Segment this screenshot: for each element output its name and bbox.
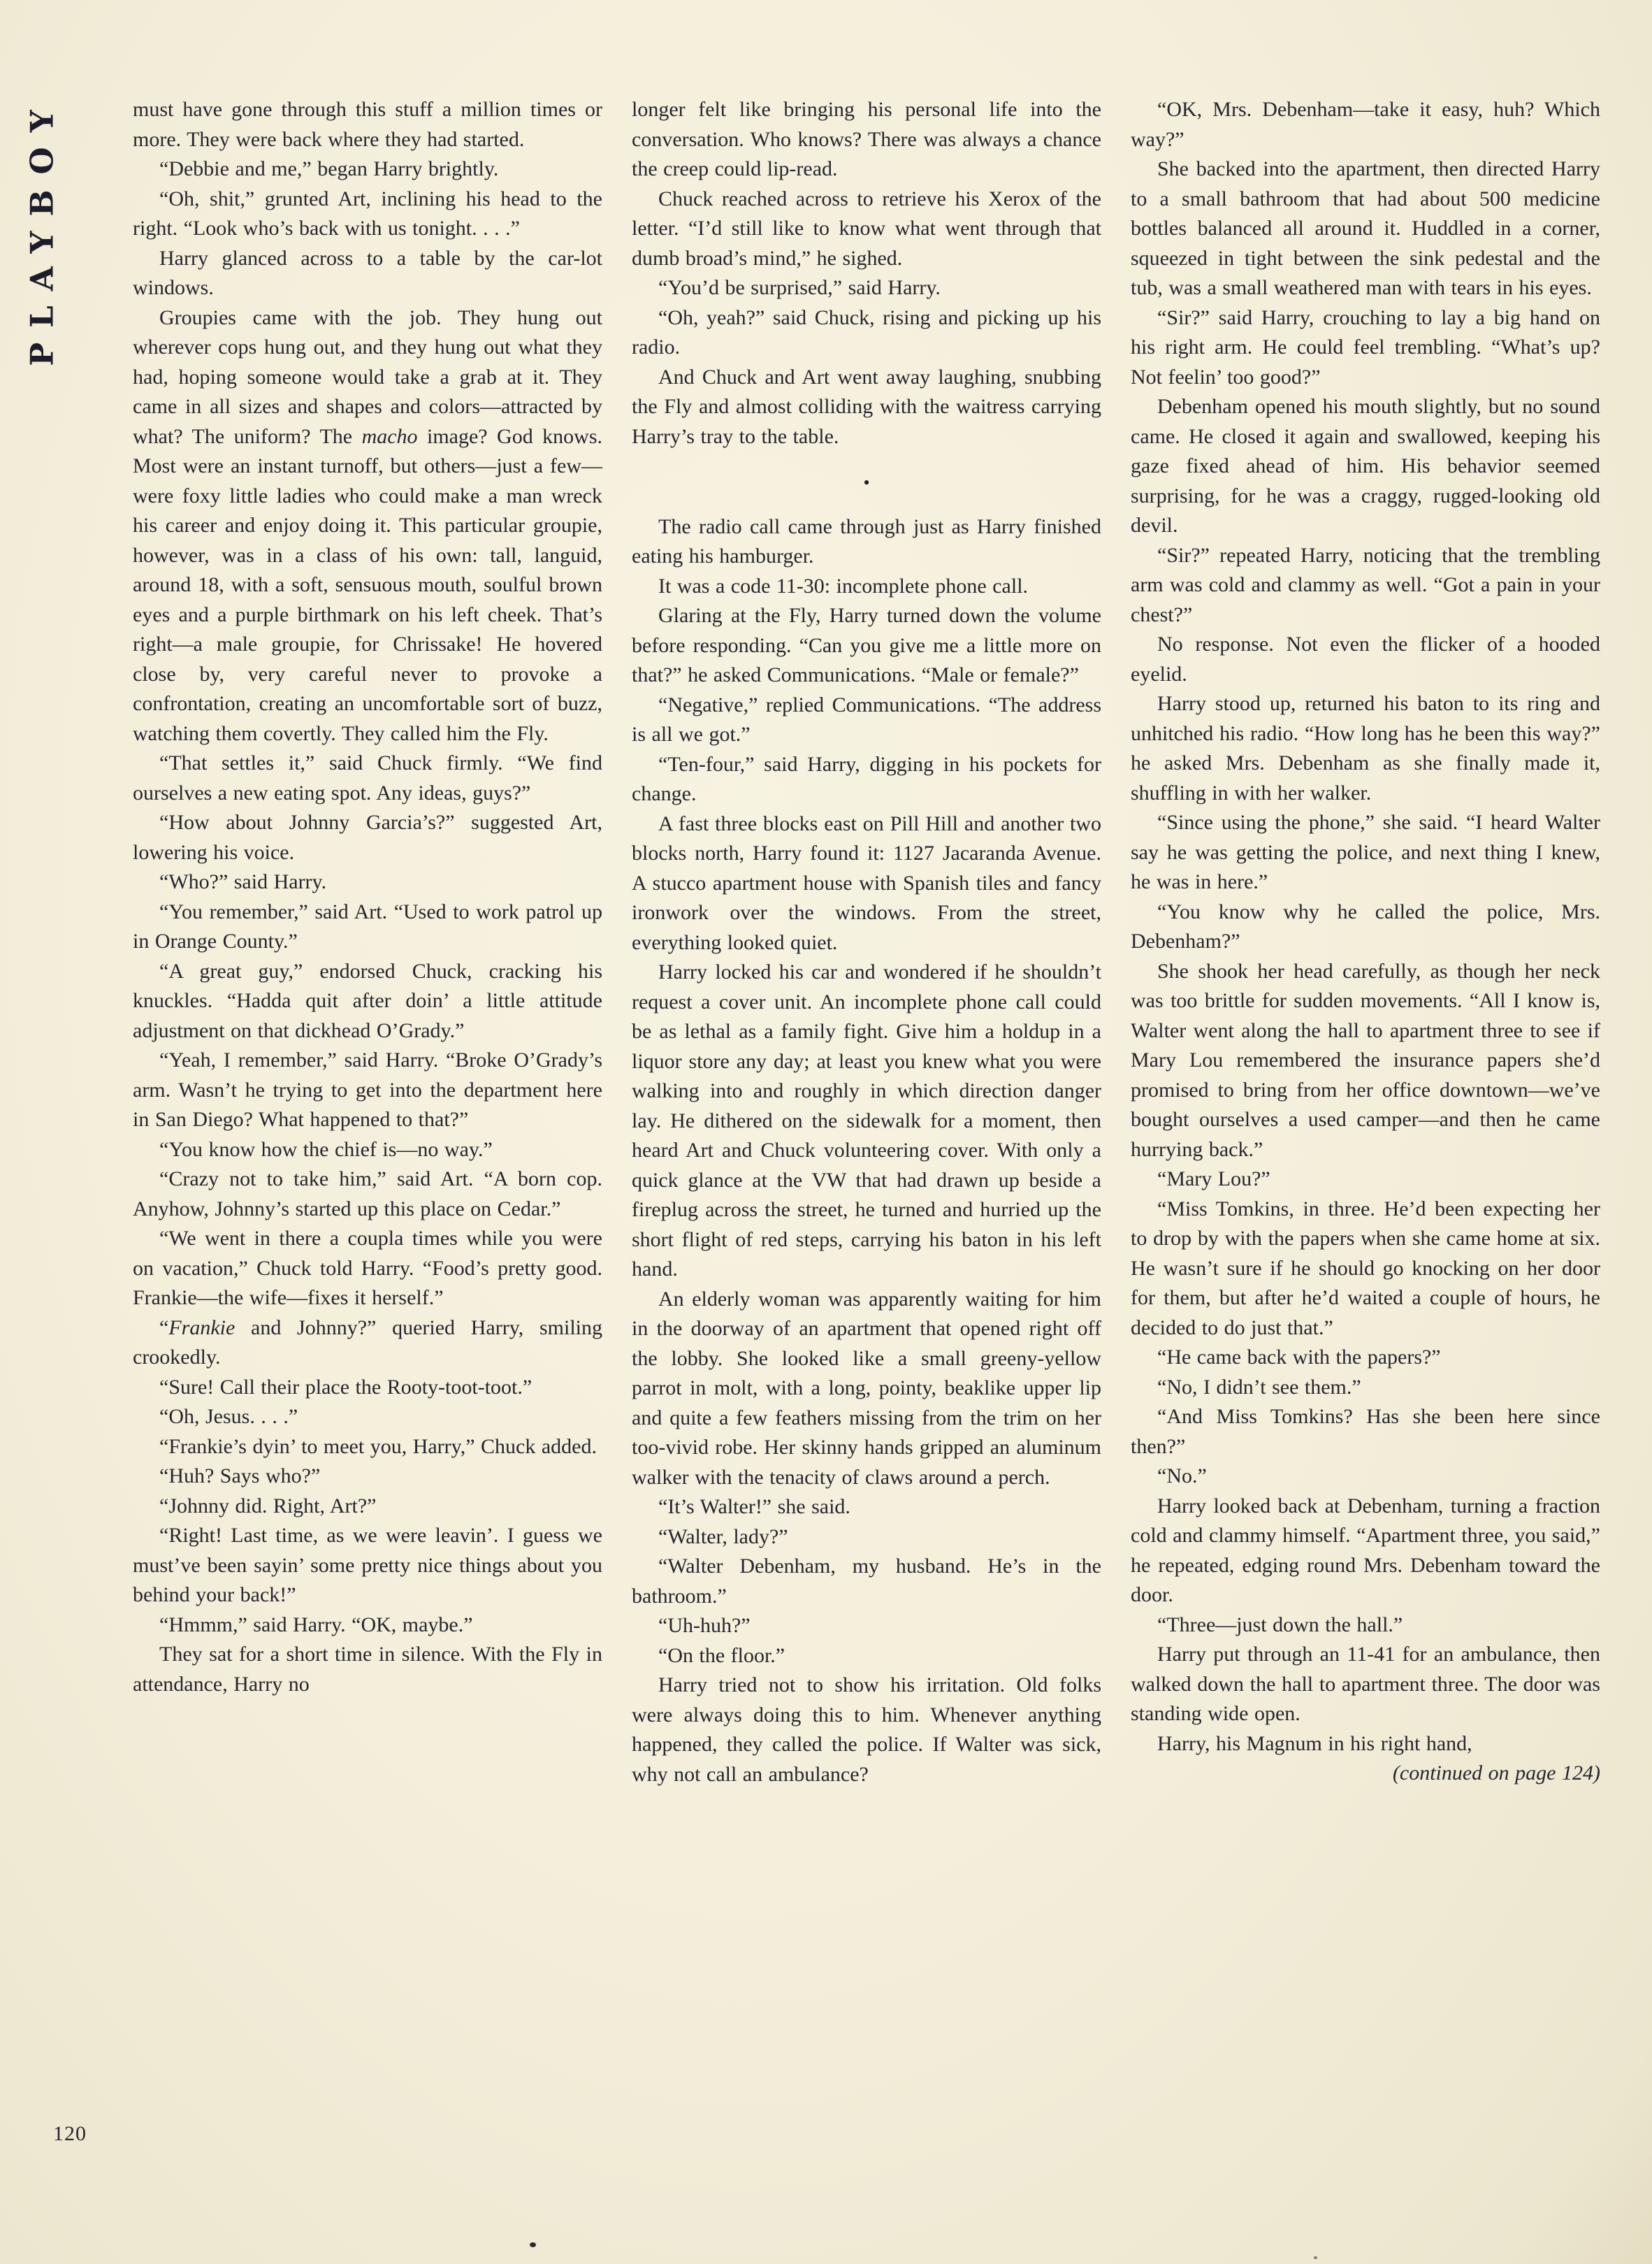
paper-speck <box>530 2242 536 2247</box>
paragraph: “Since using the phone,” she said. “I heard Walter say he was getting the police, and next thing I knew, he was in here.” <box>1131 811 1600 893</box>
paragraph: She shook her head carefully, as though her neck was too brittle for sudden movements. “All I know is, Walter went along the hall to apartment three to see if Mary Lou remembered the insurance papers she’d promised to bring from her office downtown—we’ve bought ourselves a used camper—and then he came hurrying back.” <box>1131 959 1600 1161</box>
paragraph: “OK, Mrs. Debenham—take it easy, huh? Which way?” <box>1131 98 1600 151</box>
paragraph: Chuck reached across to retrieve his Xerox of the letter. “I’d still like to know what went through that dumb broad’s mind,” he sighed. <box>632 187 1101 270</box>
paragraph: must have gone through this stuff a million times or more. They were back where they had started. <box>133 98 602 151</box>
paragraph: “Crazy not to take him,” said Art. “A born cop. Anyhow, Johnny’s started up this place on Cedar.” <box>133 1167 602 1220</box>
paragraph: “A great guy,” endorsed Chuck, cracking his knuckles. “Hadda quit after doin’ a little attitude adjustment on that dickhead O’Grady.” <box>133 959 602 1042</box>
paper-speck <box>1314 2256 1317 2259</box>
paragraph: “That settles it,” said Chuck firmly. “We find ourselves a new eating spot. Any ideas, guys?” <box>133 751 602 805</box>
paragraph: “Who?” said Harry. <box>159 870 327 893</box>
paragraph: “How about Johnny Garcia’s?” suggested Art, lowering his voice. <box>133 811 602 864</box>
paragraph: “You know why he called the police, Mrs. Debenham?” <box>1131 900 1600 953</box>
paragraph: “Right! Last time, as we were leavin’. I guess we must’ve been sayin’ some pretty nice things about you behind your back!” <box>133 1524 602 1606</box>
paragraph: “We went in there a coupla times while you were on vacation,” Chuck told Harry. “Food’s pretty good. Frankie—the wife—fixes it herself.” <box>133 1227 602 1309</box>
paragraph: “It’s Walter!” she said. <box>658 1495 850 1518</box>
paragraph: “You know how the chief is—no way.” <box>159 1137 493 1161</box>
paragraph: “Yeah, I remember,” said Harry. “Broke O’Grady’s arm. Wasn’t he trying to get into the department here in San Diego? What happened to that?” <box>133 1048 602 1131</box>
paragraph: “Walter, lady?” <box>658 1524 788 1548</box>
paragraph: “Uh-huh?” <box>658 1614 751 1637</box>
paragraph: “Debbie and me,” began Harry brightly. <box>159 157 499 180</box>
paragraph: “And Miss Tomkins? Has she been here since then?” <box>1131 1405 1600 1458</box>
paragraph: She backed into the apartment, then directed Harry to a small bathroom that had about 500 medicine bottles balanced all around it. Huddled in a corner, squeezed in tight between the sink pedestal and the tub, was a small weathered man with tears in his eyes. <box>1131 157 1600 299</box>
page-number: 120 <box>53 2122 87 2145</box>
paragraph: “You remember,” said Art. “Used to work patrol up in Orange County.” <box>133 900 602 953</box>
paragraph: “No.” <box>1157 1464 1207 1487</box>
paragraph: They sat for a short time in silence. With the Fly in attendance, Harry no <box>133 1643 602 1696</box>
paragraph: “Huh? Says who?” <box>159 1464 321 1487</box>
column-2 <box>632 95 1101 1789</box>
paragraph: “Negative,” replied Communications. “The address is all we got.” <box>632 693 1101 746</box>
paragraph: Debenham opened his mouth slightly, but no sound came. He closed it again and swallowed, keeping his gaze fixed ahead of him. His behavior seemed surprising, for he was a craggy, rugged-looking old devil. <box>1131 395 1600 537</box>
paragraph: No response. Not even the flicker of a hooded eyelid. <box>1131 633 1600 686</box>
continuation-note: (continued on page 124) <box>1392 1761 1600 1784</box>
paragraph: longer felt like bringing his personal life into the conversation. Who knows? There was always a chance the creep could lip-read. <box>632 98 1101 180</box>
column-3 <box>1131 95 1600 1789</box>
paragraph: “Oh, shit,” grunted Art, inclining his head to the right. “Look who’s back with us tonight. . . .” <box>133 187 602 240</box>
paragraph: “He came back with the papers?” <box>1157 1346 1441 1369</box>
paragraph: “Frankie’s dyin’ to meet you, Harry,” Chuck added. <box>159 1434 597 1458</box>
paragraph: It was a code 11-30: incomplete phone call. <box>658 574 1029 598</box>
paragraph: “Ten-four,” said Harry, digging in his pockets for change. <box>632 752 1101 805</box>
paragraph: “On the floor.” <box>658 1643 785 1667</box>
paragraph: “No, I didn’t see them.” <box>1157 1375 1361 1399</box>
paragraph: Harry locked his car and wondered if he shouldn’t request a cover unit. An incomplete phone call could be as lethal as a family fight. Give him a holdup in a liquor store any day; at least you knew what you were walking into and roughly in which direction danger lay. He dithered on the sidewalk for a moment, then heard Art and Chuck volunteering cover. With only a quick glance at the VW that had drawn up beside a fireplug across the street, he turned and hurried up the short flight of red steps, carrying his baton in his left hand. <box>632 960 1101 1281</box>
paragraph: “Sure! Call their place the Rooty-toot-toot.” <box>159 1375 532 1399</box>
paragraph: Harry stood up, returned his baton to its ring and unhitched his radio. “How long has he been this way?” he asked Mrs. Debenham as she finally made it, shuffling in with her walker. <box>1131 692 1600 805</box>
playboy-masthead-vertical <box>8 96 75 365</box>
text-columns <box>133 95 1602 1789</box>
paragraph: “You’d be surprised,” said Harry. <box>658 276 941 299</box>
paragraph: The radio call came through just as Harry finished eating his hamburger. <box>632 514 1101 568</box>
paragraph: Harry put through an 11-41 for an ambulance, then walked down the hall to apartment three. The door was standing wide open. <box>1131 1643 1600 1725</box>
paragraph: Harry tried not to show his irritation. Old folks were always doing this to him. Whenever anything happened, they called the police. If Walter was sick, why not call an ambulance? <box>632 1673 1101 1786</box>
paragraph: A fast three blocks east on Pill Hill and another two blocks north, Harry found it: 1127 Jacaranda Avenue. A stucco apartment house with Spanish tiles and fancy ironwork over the windows. From the street, everything looked quiet. <box>632 812 1101 954</box>
paragraph: “Three—just down the hall.” <box>1157 1613 1403 1636</box>
paragraph: “Sir?” repeated Harry, noticing that the trembling arm was cold and clammy as well. “Got a pain in your chest?” <box>1131 543 1600 626</box>
paragraph: “Oh, yeah?” said Chuck, rising and picking up his radio. <box>632 305 1101 359</box>
paragraph: Glaring at the Fly, Harry turned down the volume before responding. “Can you give me a little more on that?” he asked Communications. “Male or female?” <box>632 604 1101 686</box>
paragraph: An elderly woman was apparently waiting for him in the doorway of an apartment that opened right off the lobby. She looked like a small greeny-yellow parrot in molt, with a long, pointy, beaklike upper lip and quite a few feathers missing from the trim on her too-vivid robe. Her skinny hands gripped an aluminum walker with the tenacity of claws around a perch. <box>632 1287 1101 1489</box>
paragraph: Harry, his Magnum in his right hand, <box>1157 1731 1472 1755</box>
paragraph: And Chuck and Art went away laughing, snubbing the Fly and almost colliding with the waitress carrying Harry’s tray to the table. <box>632 365 1101 448</box>
paragraph: Groupies came with the job. They hung out wherever cops hung out, and they hung out what they had, hoping someone would take a grab at it. They came in all sizes and shapes and colors—attracted by what? The uniform? The macho image? God knows. Most were an instant turnoff, but others—just a few—were foxy little ladies who could make a man wreck his career and enjoy doing it. This particular groupie, however, was in a class of his own: tall, languid, around 18, with a soft, sensuous mouth, soulful brown eyes and a purple birthmark on his left cheek. That’s right—a male groupie, for Chrissake! He hovered close by, very careful never to provoke a confrontation, creating an uncomfortable sort of buzz, watching them covertly. They called him the Fly. <box>133 305 602 745</box>
paragraph: “Mary Lou?” <box>1157 1167 1270 1190</box>
paragraph: “Sir?” said Harry, crouching to lay a big hand on his right arm. He could feel trembling. “What’s up? Not feelin’ too good?” <box>1131 305 1600 389</box>
section-break-bullet: • <box>863 473 870 493</box>
paragraph: “Oh, Jesus. . . .” <box>159 1405 298 1428</box>
paragraph: “Miss Tomkins, in three. He’d been expecting her to drop by with the papers when she came home at six. He wasn’t sure if he should go knocking on her door for them, but after he’d waited a couple of hours, he decided to do just that.” <box>1131 1197 1600 1339</box>
paragraph: “Hmmm,” said Harry. “OK, maybe.” <box>159 1613 473 1636</box>
paragraph: Harry looked back at Debenham, turning a fraction cold and clammy himself. “Apartment three, you said,” he repeated, edging round Mrs. Debenham toward the door. <box>1131 1494 1600 1606</box>
paragraph: “Frankie and Johnny?” queried Harry, smiling crookedly. <box>133 1315 602 1369</box>
column-1 <box>133 95 602 1789</box>
playboy-masthead-text: PLAYBOY <box>23 95 61 366</box>
paragraph: “Johnny did. Right, Art?” <box>159 1494 377 1517</box>
paragraph: “Walter Debenham, my husband. He’s in the bathroom.” <box>632 1555 1101 1608</box>
paragraph: Harry glanced across to a table by the car-lot windows. <box>133 246 602 299</box>
